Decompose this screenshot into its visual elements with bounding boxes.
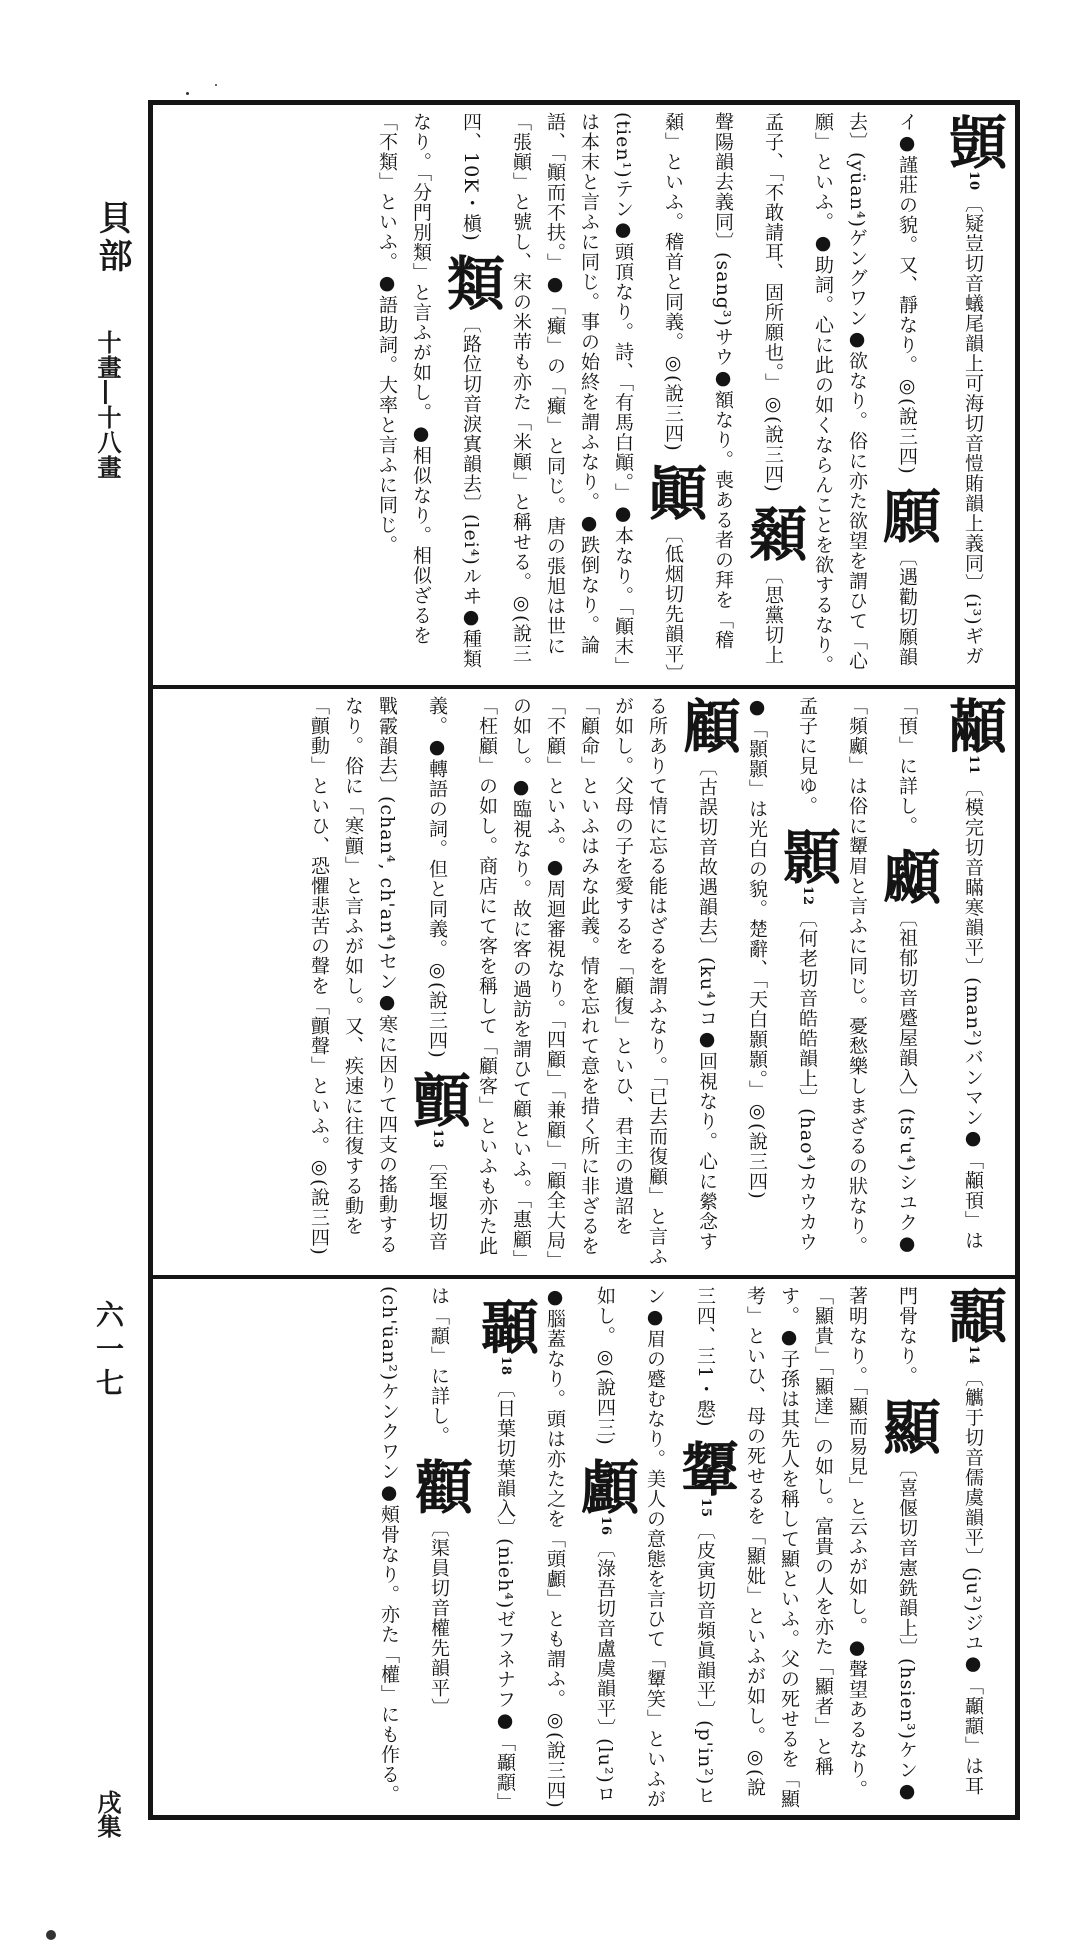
headword: 顥 [773,827,841,887]
scan-speck [46,1930,56,1940]
headword: 顣 [873,847,941,907]
scan-speck [186,92,189,95]
entry-definition: 〔淥吾切音盧虞韻平〕(lu²)ロ●腦蓋なり。頭は亦た之を「頭顱」とも謂ふ。◎(說三四) [544,1286,616,1809]
headword: 顯 [873,1397,941,1457]
entry-definition: 〔皮寅切音頻眞韻平〕(p'in²)ヒン●眉の蹙むなり。美人の意態を言ひて「顰笑」といふが如し。◎(說四三) [594,1286,716,1809]
stroke-count: 11 [966,755,981,776]
headword: 顴 [405,1457,473,1517]
stroke-count: 15 [698,1497,713,1518]
entry-definition: 〔低烟切先韻平〕(tien¹)テン●頭頂なり。詩、「有馬白顚。」●本なり。「顚末」は本末と言ふに同じ。事の始終を謂ふなり。●跌倒なり。論語、「顚而不扶。」●「癲」の「癲」と同じ。唐の張旭は世に「張顚」と號し、宋の米芾も亦た「米顚」と稱せる。◎(說三四、10K・槇) [460,112,684,677]
dictionary-entry [426,696,741,1267]
stroke-count: 18 [498,1356,513,1377]
stroke-count: 13 [430,1128,445,1149]
headword: 類 [437,252,505,312]
entry-definition: 〔疑豈切音蟻尾韻上可海切音愷賄韻上義同〕(i³)ギガイ●謹莊の貌。又、靜なり。◎(說三四) [896,112,984,666]
headword: 顱 [571,1456,639,1516]
entry-definition: 〔至堰切音戰霰韻去〕(chan⁴, ch'an⁴)セン●寒に因りて四支の搖動するなり。俗に「寒顫」と言ふが如し。又、疾速に往復する動を「顫動」といひ、恐懼悲苦の聲を「顫聲」といふ。◎(說三四) [308,696,448,1256]
section-divider-2 [148,1275,1020,1279]
entry-definition: 〔模完切音瞞寒韻平〕(man²)バンマン●「顢頇」は「頇」に詳し。 [896,696,984,1251]
entry-definition: 〔古誤切音故遇韻去〕(ku⁴)コ●回視なり。心に縈念する所ありて情に忘る能はざるを謂ふなり。「已去而復顧」と言ふが如し。父母の子を愛するを「顧復」といひ、君主の遺詔を「顧命」といふはみな此義。情を忘れて意を措く所に非ざるを「不顧」といふ。●周迴審視なり。「四顧」「兼顧」「顧全大局」の如し。●臨視なり。故に客の過訪を謂ひて顧といふ。「惠顧」「枉顧」の如し。商店にて客を稱して「顧客」といふも亦た此義。●轉語の詞。但と同義。◎(說三四) [426,696,718,1267]
collection-label: 戌集 [93,1790,122,1838]
headword: 顗 [939,112,1007,171]
entry-definition: 〔日葉切葉韻入〕(nieh⁴)ゼフネナフ●「顳顬」は「顬」に詳し。 [428,1286,516,1803]
entry-definition: 〔祖郁切音蹙屋韻入〕(ts'u⁴)シユク●「頻顣」は俗に顰眉と言ふに同じ。憂愁樂しまざるの狀なり。孟子に見ゆ。 [796,696,918,1256]
entry-definition: 〔思黨切上聲陽韻去義同〕(sang³)サウ●額なり。喪ある者の拜を「稽顙」といふ。稽首と同義。◎(說三四) [662,112,784,665]
headword: 願 [873,485,941,545]
headword: 顧 [673,696,741,755]
entry-definition: 〔觽于切音儒虞韻平〕(ju²)ジユ●「顳顬」は耳門骨なり。 [896,1286,984,1796]
headword: 顫 [403,1069,471,1129]
dictionary-section-2 [158,690,1010,1274]
dictionary-section-1 [158,106,1010,684]
radical-heading: 貝部 [92,200,132,276]
entry-definition: 〔遇勸切願韻去〕(yüan⁴)ゲングワン●欲なり。俗に亦た欲望を謂ひて「心願」といふ。●助詞。心に此の如くならんことを欲するなり。孟子、「不敢請耳、固所願也。」◎(說三四) [762,112,918,675]
headword: 顰 [671,1438,739,1498]
stroke-count: 12 [800,886,815,907]
stroke-range-heading: 十畫―十八畫 [93,330,122,480]
stroke-count: 10 [966,171,981,192]
headword: 顬 [939,1286,1007,1345]
stroke-count: 16 [598,1515,613,1536]
headword: 顢 [939,696,1007,755]
entry-definition: 〔何老切音皓皓韻上〕(hao⁴)カウカウ●「顥顥」は光白の貌。楚辭、「天白顥顥。」◎(說三四) [746,696,818,1252]
scan-speck [215,84,217,86]
dictionary-entry [460,112,707,677]
headword: 顳 [471,1297,539,1357]
headword: 顚 [639,462,707,522]
page-number: 六一七 [92,1300,125,1402]
entry-definition: 〔路位切音淚寘韻去〕(lei⁴)ルヰ●種類なり。「分門別類」と言ふが如し。●相似なり。相似ざるを「不類」といふ。●語助詞。大率と言ふに同じ。 [376,112,482,669]
stroke-count: 14 [966,1345,981,1366]
entry-definition: 〔渠員切音權先韻平〕(ch'üan²)ケンクワン●頰骨なり。亦た「權」にも作る。 [378,1286,450,1805]
headword: 顙 [739,503,807,563]
entry-definition: 〔喜偃切音憲銑韻上〕(hsien³)ケン●著明なり。「顯而易見」と云ふが如し。●聲望あるなり。「顯貴」「顯達」の如し。富貴の人を亦た「顯者」と稱す。●子孫は其先人を稱して顯といふ。父の死せるを「顯考」といひ、母の死せるを「顯妣」といふが如し。◎(說三四、三1・慇) [694,1286,918,1809]
dictionary-section-3 [158,1280,1010,1816]
section-divider-1 [148,685,1020,689]
